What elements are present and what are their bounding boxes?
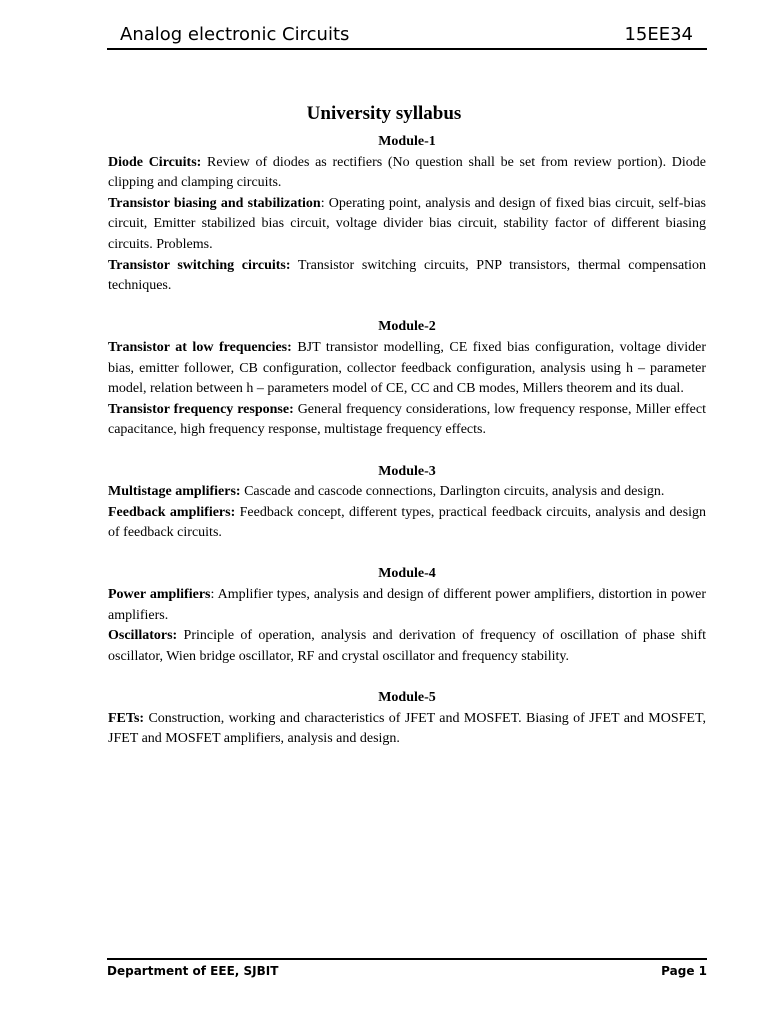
topic-text: Cascade and cascode connections, Darlington circuits, analysis and design. xyxy=(240,484,665,500)
topic-text: General frequency considerations, low frequency response, Miller effect capacitance, high frequency response, multistage frequency effects. xyxy=(108,401,706,438)
topic-text: : Amplifier types, analysis and design of different power amplifiers, distortion in power amplifiers. xyxy=(108,587,706,623)
department-label: Department of EEE, SJBIT xyxy=(107,964,279,978)
course-code: 15EE34 xyxy=(624,24,693,45)
page-number: Page 1 xyxy=(661,964,707,978)
module-2 xyxy=(108,317,706,441)
syllabus-content xyxy=(108,132,706,770)
module-heading: Module-1 xyxy=(378,134,436,149)
page-header xyxy=(107,24,707,50)
topic-paragraph xyxy=(108,256,706,297)
topic-text: Principle of operation, analysis and derivation of frequency of oscillation of phase shift oscillator, Wien bridge oscillator, RF and crystal oscillator and frequency stability. xyxy=(108,628,706,664)
topic-paragraph xyxy=(108,194,706,256)
topic-heading: Transistor biasing and stabilization xyxy=(108,195,321,211)
topic-paragraph xyxy=(108,400,706,441)
topic-heading: Transistor switching circuits: xyxy=(108,257,291,273)
topic-heading: Transistor frequency response: xyxy=(108,401,294,417)
page-footer xyxy=(107,958,707,981)
topic-text: : Operating point, analysis and design of fixed bias circuit, self-bias circuit, Emitter stabilized bias circuit, voltage divider bias circuit, stability factor of different biasing circuits. Problems. xyxy=(108,195,706,252)
topic-paragraph xyxy=(108,153,706,194)
module-5 xyxy=(108,688,706,750)
module-heading: Module-3 xyxy=(378,463,436,479)
module-heading: Module-4 xyxy=(378,566,436,582)
topic-heading: Feedback amplifiers: xyxy=(108,504,236,520)
topic-heading: Multistage amplifiers: xyxy=(108,484,241,500)
topic-paragraph xyxy=(108,503,706,544)
topic-heading: Transistor at low frequencies: xyxy=(108,339,292,355)
topic-paragraph xyxy=(108,709,706,750)
topic-paragraph xyxy=(108,626,706,667)
topic-paragraph xyxy=(108,482,706,503)
module-3 xyxy=(108,462,706,544)
module-heading: Module-2 xyxy=(378,319,436,335)
module-heading: Module-5 xyxy=(378,690,436,706)
course-title: Analog electronic Circuits xyxy=(120,24,350,45)
topic-paragraph xyxy=(108,585,706,626)
topic-heading: FETs: xyxy=(108,710,145,726)
topic-text: BJT transistor modelling, CE fixed bias configuration, voltage divider bias, emitter follower, CB configuration, collector feedback configuration, analysis using h – parameter model, relation between h – parameters model of CE, CC and CB modes, Millers theorem and its dual. xyxy=(108,339,706,397)
topic-text: Construction, working and characteristics of JFET and MOSFET. Biasing of JFET and MOSFET, JFET and MOSFET amplifiers, analysis and design. xyxy=(108,710,706,747)
document-title: University syllabus xyxy=(306,103,462,124)
topic-heading: Oscillators: xyxy=(108,628,178,644)
topic-text: Review of diodes as rectifiers (No question shall be set from review portion). Diode clipping and clamping circuits. xyxy=(108,154,706,191)
topic-heading: Power amplifiers xyxy=(108,587,211,603)
module-4 xyxy=(108,564,706,667)
module-1 xyxy=(108,132,706,297)
topic-heading: Diode Circuits: xyxy=(108,154,202,170)
topic-paragraph xyxy=(108,338,706,400)
topic-text: Feedback concept, different types, practical feedback circuits, analysis and design of feedback circuits. xyxy=(108,504,706,541)
topic-text: Transistor switching circuits, PNP transistors, thermal compensation techniques. xyxy=(108,257,706,294)
